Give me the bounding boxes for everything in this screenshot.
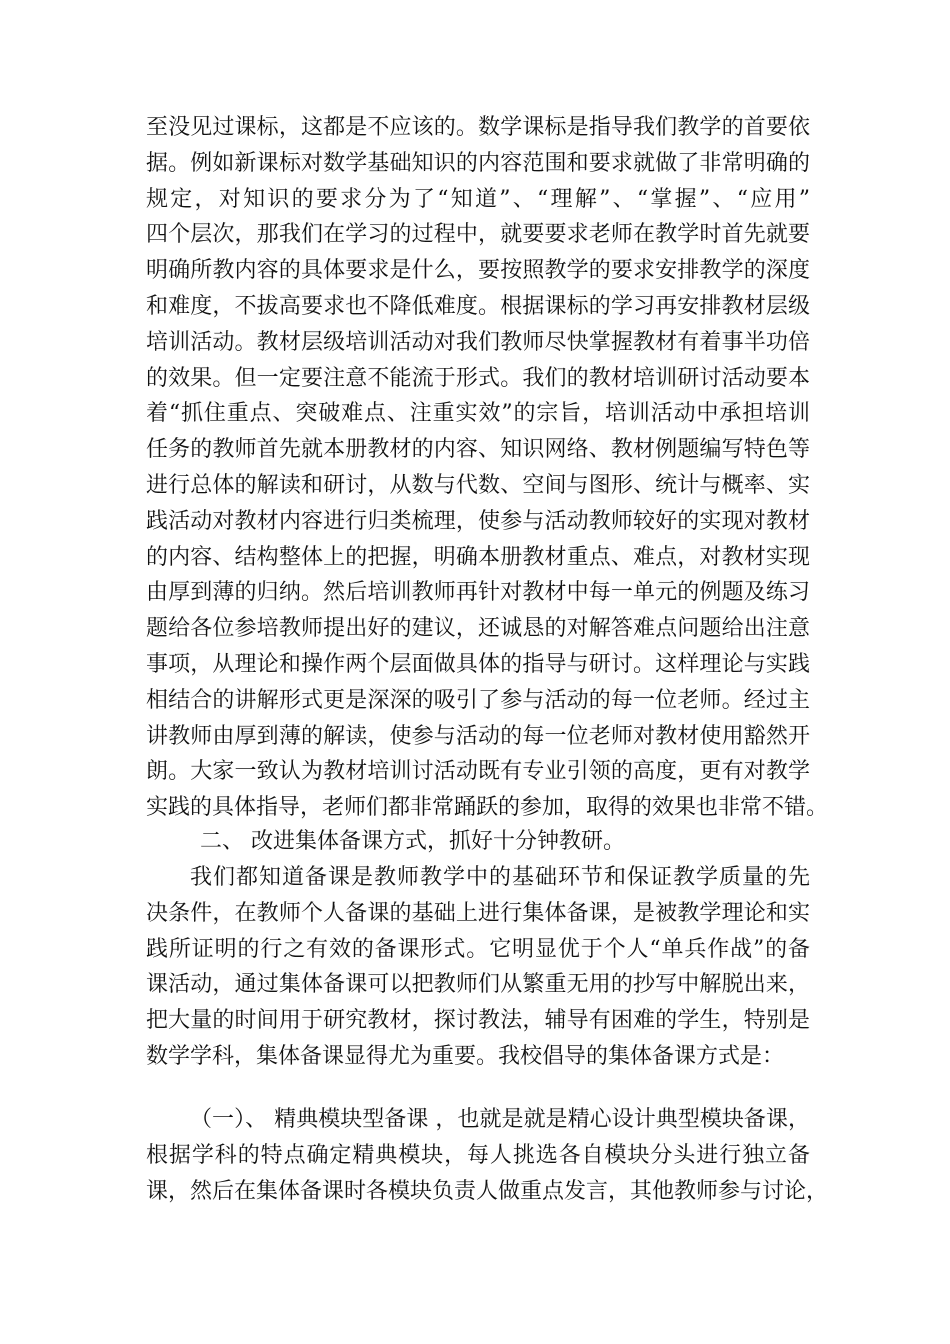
text-line: 的内容、结构整体上的把握，明确本册教材重点、难点，对教材实现 <box>146 544 810 570</box>
text-line: 践活动对教材内容进行归类梳理，使参与活动教师较好的实现对教材 <box>146 508 810 534</box>
text-line: 培训活动。教材层级培训活动对我们教师尽快掌握教材有着事半功倍 <box>146 329 810 355</box>
text-line: 践所证明的行之有效的备课形式。它明显优于个人“单兵作战”的备 <box>146 936 810 962</box>
text-line: 的效果。但一定要注意不能流于形式。我们的教材培训研讨活动要本 <box>146 365 810 391</box>
section-heading-two: 二、 改进集体备课方式，抓好十分钟教研。 <box>200 829 625 854</box>
text-line: 课，然后在集体备课时各模块负责人做重点发言，其他教师参与讨论， <box>146 1178 829 1204</box>
text-line: 规定，对知识的要求分为了“知道”、“理解”、“掌握”、“应用” <box>146 186 810 212</box>
text-line: 事项，从理论和操作两个层面做具体的指导与研讨。这样理论与实践 <box>146 651 810 677</box>
text-line: 和难度，不拔高要求也不降低难度。根据课标的学习再安排教材层级 <box>146 293 810 319</box>
text-line: 讲教师由厚到薄的解读，使参与活动的每一位老师对教材使用豁然开 <box>146 723 810 749</box>
text-line: 数学学科，集体备课显得尤为重要。我校倡导的集体备课方式是： <box>146 1043 785 1069</box>
text-line: 我们都知道备课是教师教学中的基础环节和保证教学质量的先 <box>190 865 810 890</box>
text-line: 据。例如新课标对数学基础知识的内容范围和要求就做了非常明确的 <box>146 150 810 176</box>
text-line: 明确所教内容的具体要求是什么，要按照教学的要求安排教学的深度 <box>146 258 810 284</box>
text-line: 课活动，通过集体备课可以把教师们从繁重无用的抄写中解脱出来， <box>146 972 810 998</box>
paragraph-collective-lesson-prep <box>146 860 810 1075</box>
text-line: 任务的教师首先就本册教材的内容、知识网络、教材例题编写特色等 <box>146 437 810 463</box>
text-line: 由厚到薄的归纳。然后培训教师再针对教材中每一单元的例题及练习 <box>146 580 810 606</box>
text-line: 着“抓住重点、突破难点、注重实效”的宗旨，培训活动中承担培训 <box>146 401 810 427</box>
text-line: 朗。大家一致认为教材培训讨活动既有专业引领的高度，更有对教学 <box>146 759 810 785</box>
text-line: 实践的具体指导，老师们都非常踊跃的参加，取得的效果也非常不错。 <box>146 795 829 821</box>
text-line: 四个层次，那我们在学习的过程中，就要要求老师在教学时首先就要 <box>146 222 810 248</box>
paragraph-classic-module-prep <box>146 1102 829 1209</box>
text-line: 决条件，在教师个人备课的基础上进行集体备课，是被教学理论和实 <box>146 900 810 926</box>
text-line: 把大量的时间用于研究教材，探讨教法，辅导有困难的学生，特别是 <box>146 1008 810 1034</box>
text-line: 根据学科的特点确定精典模块，每人挑选各自模块分头进行独立备 <box>146 1142 810 1168</box>
text-line: 至没见过课标，这都是不应该的。数学课标是指导我们教学的首要依 <box>146 115 810 140</box>
paragraph-teaching-materials-training <box>146 110 829 826</box>
text-line: 题给各位参培教师提出好的建议，还诚恳的对解答难点问题给出注意 <box>146 616 810 642</box>
text-line: 进行总体的解读和研讨，从数与代数、空间与图形、统计与概率、实 <box>146 472 810 498</box>
text-line: 相结合的讲解形式更是深深的吸引了参与活动的每一位老师。经过主 <box>146 687 810 713</box>
text-line: （一）、 精典模块型备课 ，也就是就是精心设计典型模块备课， <box>190 1107 810 1132</box>
